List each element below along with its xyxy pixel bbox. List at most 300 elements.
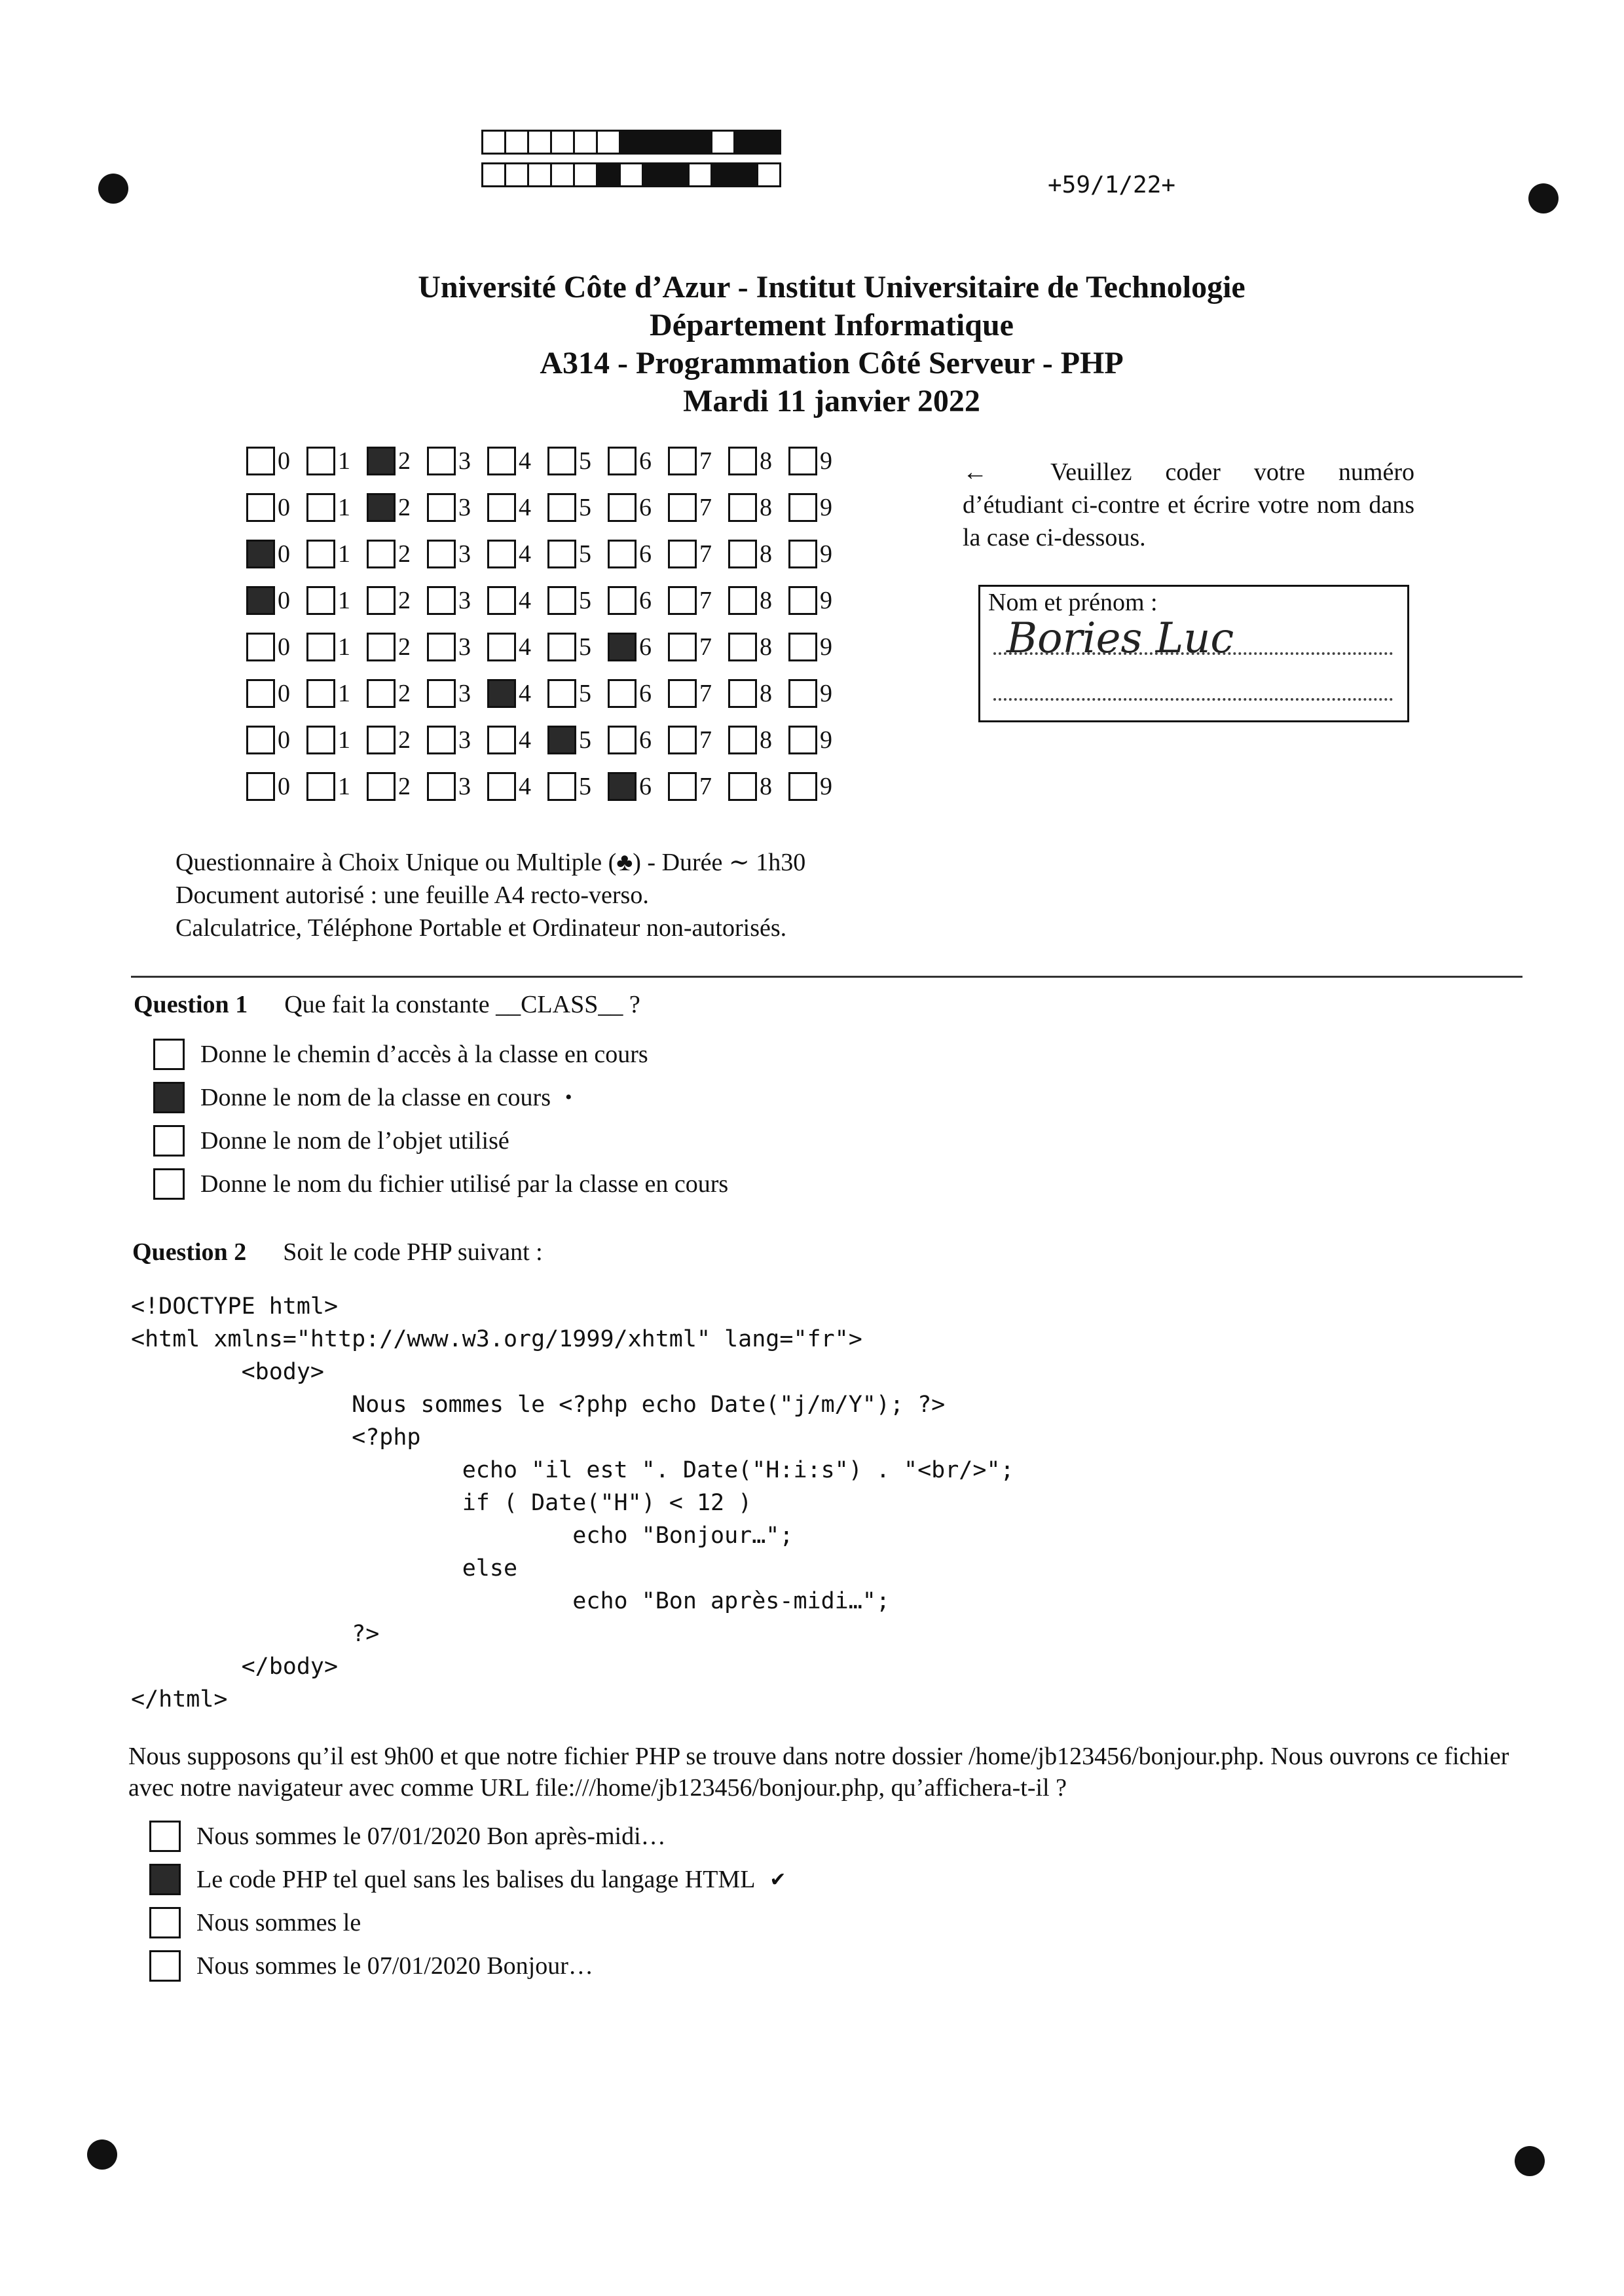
barcode-cell	[550, 162, 575, 187]
id-digit-label: 4	[519, 540, 531, 568]
question-2-text: Soit le code PHP suivant :	[283, 1238, 543, 1266]
question-2-option[interactable]	[149, 1864, 786, 1895]
id-digit-cell	[728, 493, 788, 522]
id-digit-checkbox[interactable]	[306, 540, 335, 568]
id-instructions	[963, 456, 1414, 554]
id-digit-checkbox[interactable]	[306, 726, 335, 754]
id-digit-cell	[608, 679, 668, 708]
id-digit-checkbox[interactable]	[427, 633, 456, 661]
id-digit-cell	[547, 726, 608, 754]
barcode-cell	[756, 130, 781, 155]
id-digit-label: 1	[338, 726, 350, 754]
id-digit-cell	[427, 540, 487, 568]
id-digit-label: 9	[820, 726, 832, 754]
id-digit-cell	[306, 540, 367, 568]
instructions-text: Veuillez coder votre numéro d’étudiant ci-contre et écrire votre nom dans la case ci-dessous.	[963, 458, 1414, 551]
id-digit-label: 4	[519, 726, 531, 754]
id-digit-cell	[668, 633, 728, 661]
id-digit-cell	[547, 493, 608, 522]
id-digit-checkbox[interactable]	[487, 679, 516, 708]
id-digit-checkbox[interactable]	[487, 772, 516, 801]
barcode-cell	[733, 162, 758, 187]
student-id-grid[interactable]	[246, 447, 849, 819]
answer-checkbox[interactable]	[149, 1821, 181, 1852]
id-digit-checkbox[interactable]	[246, 772, 275, 801]
id-digit-checkbox[interactable]	[306, 679, 335, 708]
id-digit-checkbox[interactable]	[668, 726, 697, 754]
id-digit-checkbox[interactable]	[427, 493, 456, 522]
id-digit-checkbox[interactable]	[306, 772, 335, 801]
exam-info	[175, 846, 805, 944]
code-line: if ( Date("H") < 12 )	[131, 1490, 752, 1516]
question-1-text: Que fait la constante __CLASS__ ?	[284, 991, 640, 1018]
id-digit-label: 9	[820, 773, 832, 800]
id-digit-cell	[728, 726, 788, 754]
id-digit-label: 9	[820, 494, 832, 521]
name-dotted-line	[993, 698, 1393, 701]
registration-dot-top-left	[98, 174, 128, 204]
id-digit-cell	[487, 772, 547, 801]
divider	[131, 976, 1522, 978]
id-digit-checkbox[interactable]	[487, 540, 516, 568]
name-box[interactable]	[978, 585, 1409, 722]
id-digit-cell	[668, 726, 728, 754]
barcode-cell	[642, 162, 667, 187]
id-digit-checkbox[interactable]	[547, 447, 576, 475]
header-university: Université Côte d’Azur - Institut Universitaire de Technologie	[418, 270, 1246, 305]
id-digit-checkbox[interactable]	[668, 679, 697, 708]
barcode-cell	[756, 162, 781, 187]
barcode-row	[483, 162, 781, 187]
id-digit-cell	[547, 679, 608, 708]
question-1-option[interactable]	[153, 1082, 572, 1113]
id-digit-label: 6	[639, 773, 652, 800]
barcode-cell	[573, 130, 598, 155]
id-digit-checkbox[interactable]	[728, 493, 757, 522]
registration-dot-bottom-left	[87, 2139, 117, 2170]
id-digit-label: 7	[699, 726, 712, 754]
id-digit-checkbox[interactable]	[306, 633, 335, 661]
id-digit-checkbox[interactable]	[788, 633, 817, 661]
header-course: A314 - Programmation Côté Serveur - PHP	[540, 346, 1124, 380]
id-digit-checkbox[interactable]	[246, 726, 275, 754]
id-digit-checkbox[interactable]	[367, 679, 396, 708]
id-digit-checkbox[interactable]	[246, 679, 275, 708]
id-digit-cell	[788, 679, 849, 708]
id-digit-cell	[306, 586, 367, 615]
id-digit-label: 3	[458, 540, 471, 568]
id-digit-label: 3	[458, 587, 471, 614]
id-digit-cell	[306, 447, 367, 475]
id-digit-label: 2	[398, 447, 411, 475]
id-digit-checkbox[interactable]	[668, 493, 697, 522]
id-digit-cell	[427, 726, 487, 754]
id-digit-label: 2	[398, 726, 411, 754]
id-digit-checkbox[interactable]	[608, 726, 637, 754]
grader-mark-icon: ✔	[769, 1868, 786, 1891]
grader-mark-icon: •	[565, 1086, 572, 1108]
id-digit-checkbox[interactable]	[487, 493, 516, 522]
barcode-cell	[665, 162, 690, 187]
id-digit-label: 1	[338, 680, 350, 707]
id-digit-checkbox[interactable]	[728, 447, 757, 475]
answer-label: Donne le chemin d’accès à la classe en cours	[200, 1041, 648, 1068]
id-digit-label: 0	[278, 447, 290, 475]
id-digit-cell	[668, 679, 728, 708]
id-digit-checkbox[interactable]	[367, 447, 396, 475]
id-digit-label: 4	[519, 633, 531, 661]
id-digit-label: 9	[820, 587, 832, 614]
id-digit-cell	[668, 586, 728, 615]
id-digit-label: 4	[519, 680, 531, 707]
id-digit-checkbox[interactable]	[246, 540, 275, 568]
id-grid-row	[246, 540, 849, 586]
question-2-description: Nous supposons qu’il est 9h00 et que notre fichier PHP se trouve dans notre dossier /home/jb123456/bonjour.php. Nous ouvrons ce fichier avec notre navigateur avec comme URL file:///home/jb123456/bonjour.php, qu’affichera-t-il ?	[128, 1743, 1509, 1802]
id-digit-cell	[306, 726, 367, 754]
id-digit-cell	[728, 679, 788, 708]
id-digit-label: 0	[278, 587, 290, 614]
exam-info-documents: Document autorisé : une feuille A4 recto-verso.	[175, 881, 649, 909]
barcode-cell	[665, 130, 690, 155]
id-digit-cell	[487, 493, 547, 522]
id-digit-checkbox[interactable]	[246, 447, 275, 475]
id-digit-checkbox[interactable]	[608, 633, 637, 661]
id-digit-cell	[427, 586, 487, 615]
id-digit-checkbox[interactable]	[427, 679, 456, 708]
id-digit-checkbox[interactable]	[608, 447, 637, 475]
id-digit-label: 2	[398, 494, 411, 521]
id-grid-row	[246, 493, 849, 540]
id-digit-label: 6	[639, 494, 652, 521]
id-digit-label: 1	[338, 633, 350, 661]
id-digit-checkbox[interactable]	[728, 679, 757, 708]
id-grid-row	[246, 726, 849, 772]
id-digit-label: 5	[579, 633, 591, 661]
id-digit-checkbox[interactable]	[668, 633, 697, 661]
id-digit-cell	[547, 772, 608, 801]
id-digit-label: 5	[579, 494, 591, 521]
id-digit-checkbox[interactable]	[306, 493, 335, 522]
id-digit-checkbox[interactable]	[788, 772, 817, 801]
id-digit-checkbox[interactable]	[427, 586, 456, 615]
id-digit-label: 0	[278, 773, 290, 800]
id-digit-checkbox[interactable]	[246, 586, 275, 615]
barcode-cell	[504, 162, 529, 187]
id-digit-checkbox[interactable]	[608, 679, 637, 708]
id-digit-label: 0	[278, 494, 290, 521]
id-digit-checkbox[interactable]	[547, 726, 576, 754]
id-digit-checkbox[interactable]	[427, 540, 456, 568]
id-digit-checkbox[interactable]	[547, 586, 576, 615]
question-2-option[interactable]	[149, 1950, 593, 1982]
id-digit-cell	[788, 633, 849, 661]
barcode-cell	[688, 130, 712, 155]
registration-dot-bottom-right	[1515, 2146, 1545, 2176]
id-digit-label: 5	[579, 587, 591, 614]
barcode-cell	[642, 130, 667, 155]
id-digit-checkbox[interactable]	[668, 772, 697, 801]
id-digit-checkbox[interactable]	[668, 447, 697, 475]
id-digit-checkbox[interactable]	[367, 726, 396, 754]
question-2-title	[132, 1238, 543, 1267]
id-digit-cell	[367, 540, 427, 568]
id-digit-cell	[367, 447, 427, 475]
code-line: <html xmlns="http://www.w3.org/1999/xhtml" lang="fr">	[131, 1326, 862, 1352]
id-digit-checkbox[interactable]	[728, 586, 757, 615]
id-digit-label: 6	[639, 540, 652, 568]
code-line: echo "il est ". Date("H:i:s") . "<br/>";	[131, 1457, 1014, 1483]
code-line: ?>	[131, 1621, 380, 1647]
barcode-cell	[504, 130, 529, 155]
id-digit-checkbox[interactable]	[788, 493, 817, 522]
id-digit-cell	[608, 586, 668, 615]
id-digit-checkbox[interactable]	[608, 540, 637, 568]
id-digit-cell	[367, 633, 427, 661]
id-digit-cell	[246, 726, 306, 754]
id-digit-cell	[487, 726, 547, 754]
id-digit-cell	[728, 586, 788, 615]
id-digit-label: 1	[338, 447, 350, 475]
id-digit-cell	[427, 493, 487, 522]
answer-checkbox[interactable]	[153, 1168, 185, 1200]
id-digit-label: 8	[760, 726, 772, 754]
barcode-cell	[733, 130, 758, 155]
id-digit-checkbox[interactable]	[487, 447, 516, 475]
exam-info-devices: Calculatrice, Téléphone Portable et Ordinateur non-autorisés.	[175, 914, 787, 942]
id-digit-label: 5	[579, 540, 591, 568]
barcode-cell	[710, 162, 735, 187]
id-digit-label: 7	[699, 633, 712, 661]
id-digit-checkbox[interactable]	[788, 726, 817, 754]
id-digit-cell	[306, 679, 367, 708]
id-digit-label: 7	[699, 447, 712, 475]
question-2-option[interactable]	[149, 1907, 361, 1938]
id-digit-label: 3	[458, 633, 471, 661]
id-digit-cell	[427, 679, 487, 708]
question-1-option[interactable]	[153, 1168, 728, 1200]
id-digit-cell	[728, 772, 788, 801]
id-digit-label: 4	[519, 773, 531, 800]
name-box-label: Nom et prénom :	[988, 589, 1158, 616]
id-digit-checkbox[interactable]	[367, 772, 396, 801]
answer-label: Nous sommes le 07/01/2020 Bon après-midi…	[196, 1823, 666, 1850]
id-digit-label: 0	[278, 540, 290, 568]
answer-checkbox[interactable]	[153, 1082, 185, 1113]
id-digit-label: 8	[760, 447, 772, 475]
id-digit-checkbox[interactable]	[788, 679, 817, 708]
id-digit-checkbox[interactable]	[427, 772, 456, 801]
id-digit-cell	[246, 586, 306, 615]
id-digit-checkbox[interactable]	[427, 447, 456, 475]
id-digit-label: 5	[579, 773, 591, 800]
id-digit-label: 2	[398, 587, 411, 614]
id-digit-cell	[668, 493, 728, 522]
id-digit-cell	[246, 633, 306, 661]
answer-checkbox[interactable]	[149, 1907, 181, 1938]
id-digit-checkbox[interactable]	[547, 679, 576, 708]
id-digit-cell	[547, 586, 608, 615]
id-digit-label: 3	[458, 680, 471, 707]
id-digit-checkbox[interactable]	[728, 772, 757, 801]
id-digit-checkbox[interactable]	[728, 726, 757, 754]
id-digit-checkbox[interactable]	[367, 633, 396, 661]
id-digit-checkbox[interactable]	[608, 586, 637, 615]
id-grid-row	[246, 679, 849, 726]
registration-dot-top-right	[1528, 183, 1559, 213]
code-line: </html>	[131, 1686, 228, 1713]
answer-label: Le code PHP tel quel sans les balises du langage HTML	[196, 1866, 756, 1893]
id-digit-checkbox[interactable]	[487, 726, 516, 754]
id-digit-cell	[306, 633, 367, 661]
id-digit-label: 0	[278, 633, 290, 661]
barcode-cell	[596, 162, 621, 187]
id-digit-label: 5	[579, 447, 591, 475]
question-2-number: Question 2	[132, 1238, 247, 1266]
id-grid-row	[246, 633, 849, 679]
id-digit-label: 8	[760, 680, 772, 707]
barcode-cell	[688, 162, 712, 187]
id-digit-label: 3	[458, 726, 471, 754]
id-digit-cell	[728, 447, 788, 475]
id-digit-label: 0	[278, 726, 290, 754]
id-digit-label: 8	[760, 633, 772, 661]
id-digit-cell	[608, 540, 668, 568]
answer-label: Donne le nom de la classe en cours	[200, 1084, 551, 1111]
id-digit-cell	[427, 633, 487, 661]
code-line: <!DOCTYPE html>	[131, 1293, 339, 1320]
id-digit-checkbox[interactable]	[367, 586, 396, 615]
answer-checkbox[interactable]	[153, 1125, 185, 1157]
barcode-cell	[527, 130, 552, 155]
id-digit-checkbox[interactable]	[306, 586, 335, 615]
id-digit-checkbox[interactable]	[246, 493, 275, 522]
id-digit-cell	[367, 679, 427, 708]
id-digit-label: 9	[820, 680, 832, 707]
id-digit-cell	[668, 772, 728, 801]
id-digit-checkbox[interactable]	[367, 540, 396, 568]
barcode-cell	[550, 130, 575, 155]
handwritten-name: Bories Luc	[1006, 614, 1234, 663]
barcode-cell	[481, 130, 506, 155]
barcode-cell	[596, 130, 621, 155]
id-digit-checkbox[interactable]	[487, 633, 516, 661]
id-digit-cell	[367, 493, 427, 522]
question-1-option[interactable]	[153, 1039, 648, 1070]
id-digit-label: 7	[699, 494, 712, 521]
id-digit-checkbox[interactable]	[728, 633, 757, 661]
answer-checkbox[interactable]	[149, 1864, 181, 1895]
id-digit-label: 6	[639, 633, 652, 661]
answer-checkbox[interactable]	[149, 1950, 181, 1982]
barcode-cell	[710, 130, 735, 155]
id-grid-row	[246, 772, 849, 819]
id-digit-label: 8	[760, 773, 772, 800]
question-1-title	[134, 990, 640, 1019]
id-digit-checkbox[interactable]	[668, 540, 697, 568]
id-digit-label: 4	[519, 447, 531, 475]
id-digit-cell	[367, 586, 427, 615]
id-digit-label: 9	[820, 540, 832, 568]
id-digit-cell	[487, 633, 547, 661]
id-digit-cell	[547, 447, 608, 475]
id-digit-label: 2	[398, 680, 411, 707]
question-1-option[interactable]	[153, 1125, 509, 1157]
id-digit-checkbox[interactable]	[547, 633, 576, 661]
id-digit-checkbox[interactable]	[547, 540, 576, 568]
id-digit-checkbox[interactable]	[668, 586, 697, 615]
id-digit-cell	[668, 447, 728, 475]
id-grid-row	[246, 586, 849, 633]
answer-label: Donne le nom du fichier utilisé par la classe en cours	[200, 1170, 729, 1198]
id-digit-label: 7	[699, 680, 712, 707]
id-digit-label: 1	[338, 494, 350, 521]
id-digit-cell	[306, 493, 367, 522]
id-digit-cell	[246, 447, 306, 475]
id-digit-label: 4	[519, 494, 531, 521]
exam-info-type: Questionnaire à Choix Unique ou Multiple (♣) - Durée ∼ 1h30	[175, 849, 806, 876]
answer-checkbox[interactable]	[153, 1039, 185, 1070]
id-digit-label: 8	[760, 494, 772, 521]
id-digit-cell	[246, 679, 306, 708]
id-digit-checkbox[interactable]	[547, 493, 576, 522]
id-digit-checkbox[interactable]	[367, 493, 396, 522]
id-digit-checkbox[interactable]	[728, 540, 757, 568]
id-digit-cell	[728, 540, 788, 568]
id-digit-label: 4	[519, 587, 531, 614]
code-line: <body>	[131, 1359, 325, 1385]
id-digit-label: 2	[398, 633, 411, 661]
id-digit-cell	[788, 447, 849, 475]
id-digit-checkbox[interactable]	[608, 493, 637, 522]
barcode-cell	[619, 162, 644, 187]
id-digit-cell	[668, 540, 728, 568]
barcode-cell	[619, 130, 644, 155]
php-code-block	[131, 1290, 1014, 1716]
id-grid-row	[246, 447, 849, 493]
answer-label: Donne le nom de l’objet utilisé	[200, 1127, 509, 1155]
code-line: </body>	[131, 1654, 339, 1680]
question-2-option[interactable]	[149, 1821, 666, 1852]
id-digit-checkbox[interactable]	[246, 633, 275, 661]
id-digit-label: 0	[278, 680, 290, 707]
id-digit-label: 6	[639, 587, 652, 614]
id-digit-checkbox[interactable]	[306, 447, 335, 475]
id-digit-label: 3	[458, 773, 471, 800]
id-digit-label: 2	[398, 773, 411, 800]
id-digit-checkbox[interactable]	[608, 772, 637, 801]
id-digit-label: 7	[699, 540, 712, 568]
code-line: else	[131, 1555, 518, 1582]
id-digit-cell	[246, 772, 306, 801]
id-digit-cell	[608, 726, 668, 754]
id-digit-label: 3	[458, 494, 471, 521]
document-header	[0, 268, 1624, 420]
id-digit-cell	[487, 679, 547, 708]
id-digit-cell	[608, 772, 668, 801]
id-digit-checkbox[interactable]	[788, 447, 817, 475]
id-digit-cell	[367, 772, 427, 801]
id-digit-label: 5	[579, 726, 591, 754]
id-digit-cell	[608, 447, 668, 475]
code-line: <?php	[131, 1424, 421, 1451]
id-digit-label: 6	[639, 447, 652, 475]
id-digit-checkbox[interactable]	[487, 586, 516, 615]
id-digit-checkbox[interactable]	[788, 586, 817, 615]
id-digit-label: 5	[579, 680, 591, 707]
id-digit-checkbox[interactable]	[788, 540, 817, 568]
id-digit-checkbox[interactable]	[427, 726, 456, 754]
id-digit-checkbox[interactable]	[547, 772, 576, 801]
